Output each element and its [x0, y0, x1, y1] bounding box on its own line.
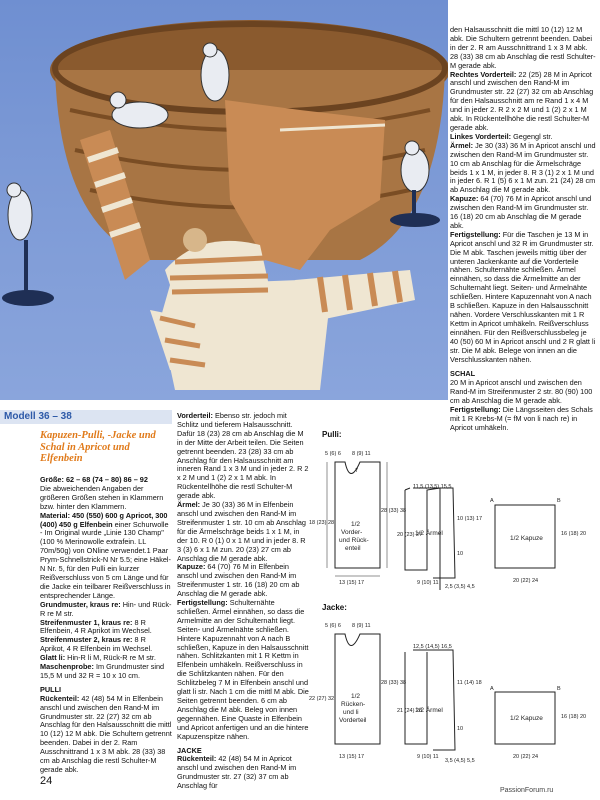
pulli-schematics — [305, 440, 600, 600]
pulli-heading: PULLI — [40, 684, 62, 694]
pulli-hood-b: B — [557, 498, 561, 504]
text-column-2 — [177, 412, 309, 791]
jacke-sleeve-name: 1/2 Ärmel — [415, 707, 443, 714]
jacke-sleeve-left: 21 (24) 28 — [397, 708, 423, 714]
jacke-sleeve-top: 12,5 (14,5) 16,5 — [413, 644, 452, 650]
pulli-sleeve-outline — [405, 488, 440, 590]
jacke-sleeve-bottom2: 3,5 (4,5) 5,5 — [445, 758, 475, 764]
jacke-body-top-left: 5 (6) 6 — [325, 623, 341, 629]
pulli-sleeve-bottom: 9 (10) 11 — [417, 580, 439, 586]
pulli-body-top-left: 5 (6) 6 — [325, 451, 341, 457]
pulli-body-top-right: 8 (9) 11 — [352, 451, 371, 457]
pulli-sleeve-right2: 10 — [457, 551, 464, 557]
col3-fertig-paragraph: Fertigstellung: Für die Taschen je 13 M in Apricot anschl und 32 R im Grundmuster str. Die M abk. Taschen jeweils mittig über der unteren Jackenkante auf die Vorderteile nähen. Schulternähte schließen. Ärmel einnähen, so dass die Ärmelmitte an der Schulternaht liegt. Seiten- und Ärmelnähte schließen. Hintere Kapuzennaht von A nach B schließen. Kapuze in den Halsausschnitt nähen. Vordere Verschlusskanten mit 1 R Kettm in Apricot umhäkeln. Reißverschluss einnähen. Für den Reißverschlussbeleg je 40 (50) 60 M in Apricot anschl und 2 R glatt li str. Die M abk. Belege von innen an die Verschlusskanten nähen. — [450, 229, 596, 364]
jacke-ruecken-paragraph: Rückenteil: 42 (48) 54 M in Apricot anschl und zwischen den Rand-M im Grundmuster str. 27 (32) 37 cm ab Anschlag für — [177, 754, 297, 791]
product-photo — [0, 0, 448, 400]
jacke-hood-name: 1/2 Kapuze — [510, 715, 543, 722]
col3-linkes-paragraph: Linkes Vorderteil: Gegengl str. — [450, 131, 553, 141]
jacke-body-top-right: 8 (9) 11 — [352, 623, 371, 629]
pulli-body-name: 1/2 Vorder-und Rück-enteil — [339, 521, 369, 552]
pulli-hood-right: 16 (18) 20 — [561, 531, 587, 537]
pulli-sleeve-left: 20 (23) 27 — [397, 532, 423, 538]
jacke-sleeve-outline — [405, 652, 427, 744]
jacke-sleeve-right: 11 (14) 18 — [457, 680, 482, 686]
jacke-sleeve-taper — [413, 650, 455, 750]
schal-paragraph: 20 M in Apricot anschl und zwischen den Rand-M im Streifenmuster 2 str. 80 (90) 100 cm ab Anschlag die M gerade abk. — [450, 378, 593, 406]
pulli-diagram-label: Pulli: — [322, 430, 342, 439]
pulli-body-right: 28 (33) 38 — [381, 508, 407, 514]
fertig-paragraph: Fertigstellung: Schulternähte schließen. Ärmel einnähen, so dass die Armelmitte an der Schulternaht liegt. Seiten- und Ärmelnähte schließen. Hintere Kapuzennaht von A nach B schließen, Kapuze in den Halsausschnitt nähen. Schlitzkanten mit 1 R Kettm in Elfenbein umhäkeln. Reißverschluss in die Schlitzkanten nähen. Für den Schlitzbeleg 7 M in Elfenbein anschl und glatt li str. Nach 1 cm die mittl M abk. Die Seiten getrennt beenden. 6 cm ab Anschlag die M abk. Beleg von innen gegennähen. Eine Quaste in Elfenbein und Apricot anfertigen und an die hintere Kapuzenspitze nähen. — [177, 598, 309, 741]
schal-heading: SCHAL — [450, 369, 476, 379]
jacke-body-outline — [335, 634, 380, 744]
pulli-sleeve-top: 11,5 (13,5) 15,5 — [413, 484, 452, 490]
col3-aermel-paragraph: Ärmel: Je 30 (33) 36 M in Apricot anschl und zwischen den Rand-M im Grundmuster str. 10 cm ab Anschlag für die Ärmelschräge beids 1 x 1 M, in jeder 8. R 3 (1) 2 x 1 M und in jeder 6. R 1 (5) 6 x 1 M zun. 21 (24) 28 cm ab Anschlag die M gerade abk. — [450, 140, 596, 195]
jacke-schematics — [305, 612, 600, 772]
groessen-note: Die abweichenden Angaben der größeren Größen stehen in Klammern bzw. hinter den Klammern. — [40, 483, 164, 511]
col3-rechtes-paragraph: Rechtes Vorderteil: 22 (25) 28 M in Apricot anschl und zwischen den Rand-M im Grundmuster str. 22 (27) 32 cm ab Anschlag für den Halsausschnitt am re Rand 1 x 4 M und in jeder 2. R 2 x 2 M und 1 (2) 2 x 1 M abk. In Rückentellhöhe die restl Schulter-M gerade abk. — [450, 69, 594, 132]
jacke-body-bottom: 13 (15) 17 — [339, 754, 365, 760]
photo-illustration — [0, 0, 448, 400]
rueckenteil-paragraph: Rückenteil: 42 (48) 54 M in Elfenbein anschl und zwischen den Rand-M im Grundmuster str. 22 (27) 32 cm ab Anschlag für den Halsausschnitt die mittl 10 (12) 12 M abk. Die Schultern getrennt beenden. Dabei in der 2. Ram Ausschnittrand 1 x 3 M abk. 28 (33) 38 cm ab Anschlag die restl Schulter-M gerade abk. — [40, 693, 172, 774]
col3-kapuze-paragraph: Kapuze: 64 (70) 76 M in Apricot anschl und zwischen den Rand-M im Grundmuster str. 16 (18) 20 cm ab Anschlag die M gerade abk. — [450, 194, 592, 230]
maschenprobe-paragraph: Maschenprobe: Im Grundmuster sind 15,5 M und 32 R = 10 x 10 cm. — [40, 662, 165, 680]
pulli-body-bottom: 13 (15) 17 — [339, 580, 365, 586]
pulli-sleeve-name: 1/2 Ärmel — [415, 530, 443, 537]
streifen2-paragraph: Streifenmuster 2, kraus re: 8 R Aprikot, 4 R Elfenbein im Wechsel. — [40, 635, 153, 654]
pulli-body-left: 18 (23) 28 — [309, 520, 335, 526]
jacke-sleeve-right2: 10 — [457, 726, 464, 732]
jacke-sleeve-bottom: 9 (10) 11 — [417, 754, 439, 760]
pulli-hood-a: A — [490, 498, 494, 504]
jacke-hood-right: 16 (18) 20 — [561, 714, 587, 720]
grundmuster-paragraph: Grundmuster, kraus re: Hin- und Rück-R re M str. — [40, 599, 172, 618]
material-paragraph: Material: 450 (550) 600 g Apricot, 300 (400) 450 g Elfenbein einer Schurwolle - Im Original wurde „Linie 130 Champ" (100 % Merinowolle extrafein. LL 70m/50g) von ONline verwendet.1 Paar Prym-Schnellstrick-N Nr 5.5; eine Häkel-N Nr. 5, für den Pulli ein kurzer Reißverschluss von 5 cm Länge und für die Jacke ein teilbarer Reißverschluss in entsprechender Länge. — [40, 510, 171, 600]
aermel-paragraph: Ärmel: Je 30 (33) 36 M in Elfenbein anschl und zwischen den Rand-M im Streifenmuster 1 str. 10 cm ab Anschlag für die Ärmelschräge beids 1 x 1 M, in der 10. R 0 (1) 0 x 1 M und in jeder 8. R 3 (3) 6 x 1 M zun. 20 (23) 27 cm ab Anschlag die M gerade abk. — [177, 500, 306, 563]
jacke-heading: JACKE — [177, 745, 202, 755]
page-number: 24 — [40, 775, 53, 787]
pulli-hood-name: 1/2 Kapuze — [510, 535, 543, 542]
vorderteil-paragraph: Vorderteil: Ebenso str. jedoch mit Schlitz und tieferem Halsausschnitt. Dafür 18 (23) 28 cm ab Anschlag die M in der Mitte der Arbeit teilen. Die Seiten getrennt beenden. 23 (28) 33 cm ab Anschlag für den Halsausschnitt am inneren Rand 1 x 3 M und in jeder 2. R 2 x 2 M und 1 (2) 2 x 1 M abk. In Rückentellhöhe die restl Schulter-M gerade abk. — [177, 411, 309, 501]
model-label: Modell 36 – 38 — [4, 411, 72, 422]
jacke-hood-bottom: 20 (22) 24 — [513, 754, 539, 760]
glatt-paragraph: Glatt li: Hin-R li M, Rück-R re M str. — [40, 653, 156, 663]
jacke-hood-b: B — [557, 686, 561, 692]
text-column-1 — [40, 476, 172, 775]
schal-fertig-paragraph: Fertigstellung: Die Längsseiten des Schals mit 1 R Krebs-M (= fM von li nach re) in Apricot umhäkeln. — [450, 405, 593, 432]
col3-top-paragraph: den Halsausschnitt die mittl 10 (12) 12 M abk. Die Schultern getrennt beenden. Dabei in der 2. R am Ausschnittrand 1 x 3 M abk. 28 (33) 38 cm ab Anschlag die restl Schulter-M gerade abk. — [450, 25, 596, 70]
jacke-body-name: 1/2 Rücken-und li Vorderteil — [339, 693, 367, 724]
jacke-diagram-label: Jacke: — [322, 603, 347, 612]
pulli-body-outline — [335, 462, 380, 568]
text-column-3 — [450, 26, 596, 433]
jacke-body-right: 28 (33) 38 — [381, 680, 407, 686]
streifen1-paragraph: Streifenmuster 1, kraus re: 8 R Elfenbein, 4 R Aprikot im Wechsel. — [40, 617, 152, 636]
pulli-sleeve-right: 10 (13) 17 — [457, 516, 483, 522]
groesse-paragraph: Größe: 62 – 68 (74 – 80) 86 – 92 — [40, 475, 148, 484]
watermark: PassionForum.ru — [500, 787, 554, 794]
article-title: Kapuzen-Pulli, -Jacke und Schal in Apricot und Elfenbein — [40, 430, 156, 464]
pulli-body-right2: 7 — [355, 468, 359, 474]
pulli-hood-bottom: 20 (22) 24 — [513, 578, 539, 584]
kapuze-paragraph: Kapuze: 64 (70) 76 M in Elfenbein anschl und zwischen den Rand-M im Streifenmuster 1 str. 16 (18) 20 cm ab Anschlag die M gerade abk. — [177, 562, 300, 599]
jacke-hood-a: A — [490, 686, 494, 692]
jacke-body-left: 22 (27) 32 — [309, 696, 335, 702]
pulli-sleeve-bottom2: 2,5 (3,5) 4,5 — [445, 584, 475, 590]
